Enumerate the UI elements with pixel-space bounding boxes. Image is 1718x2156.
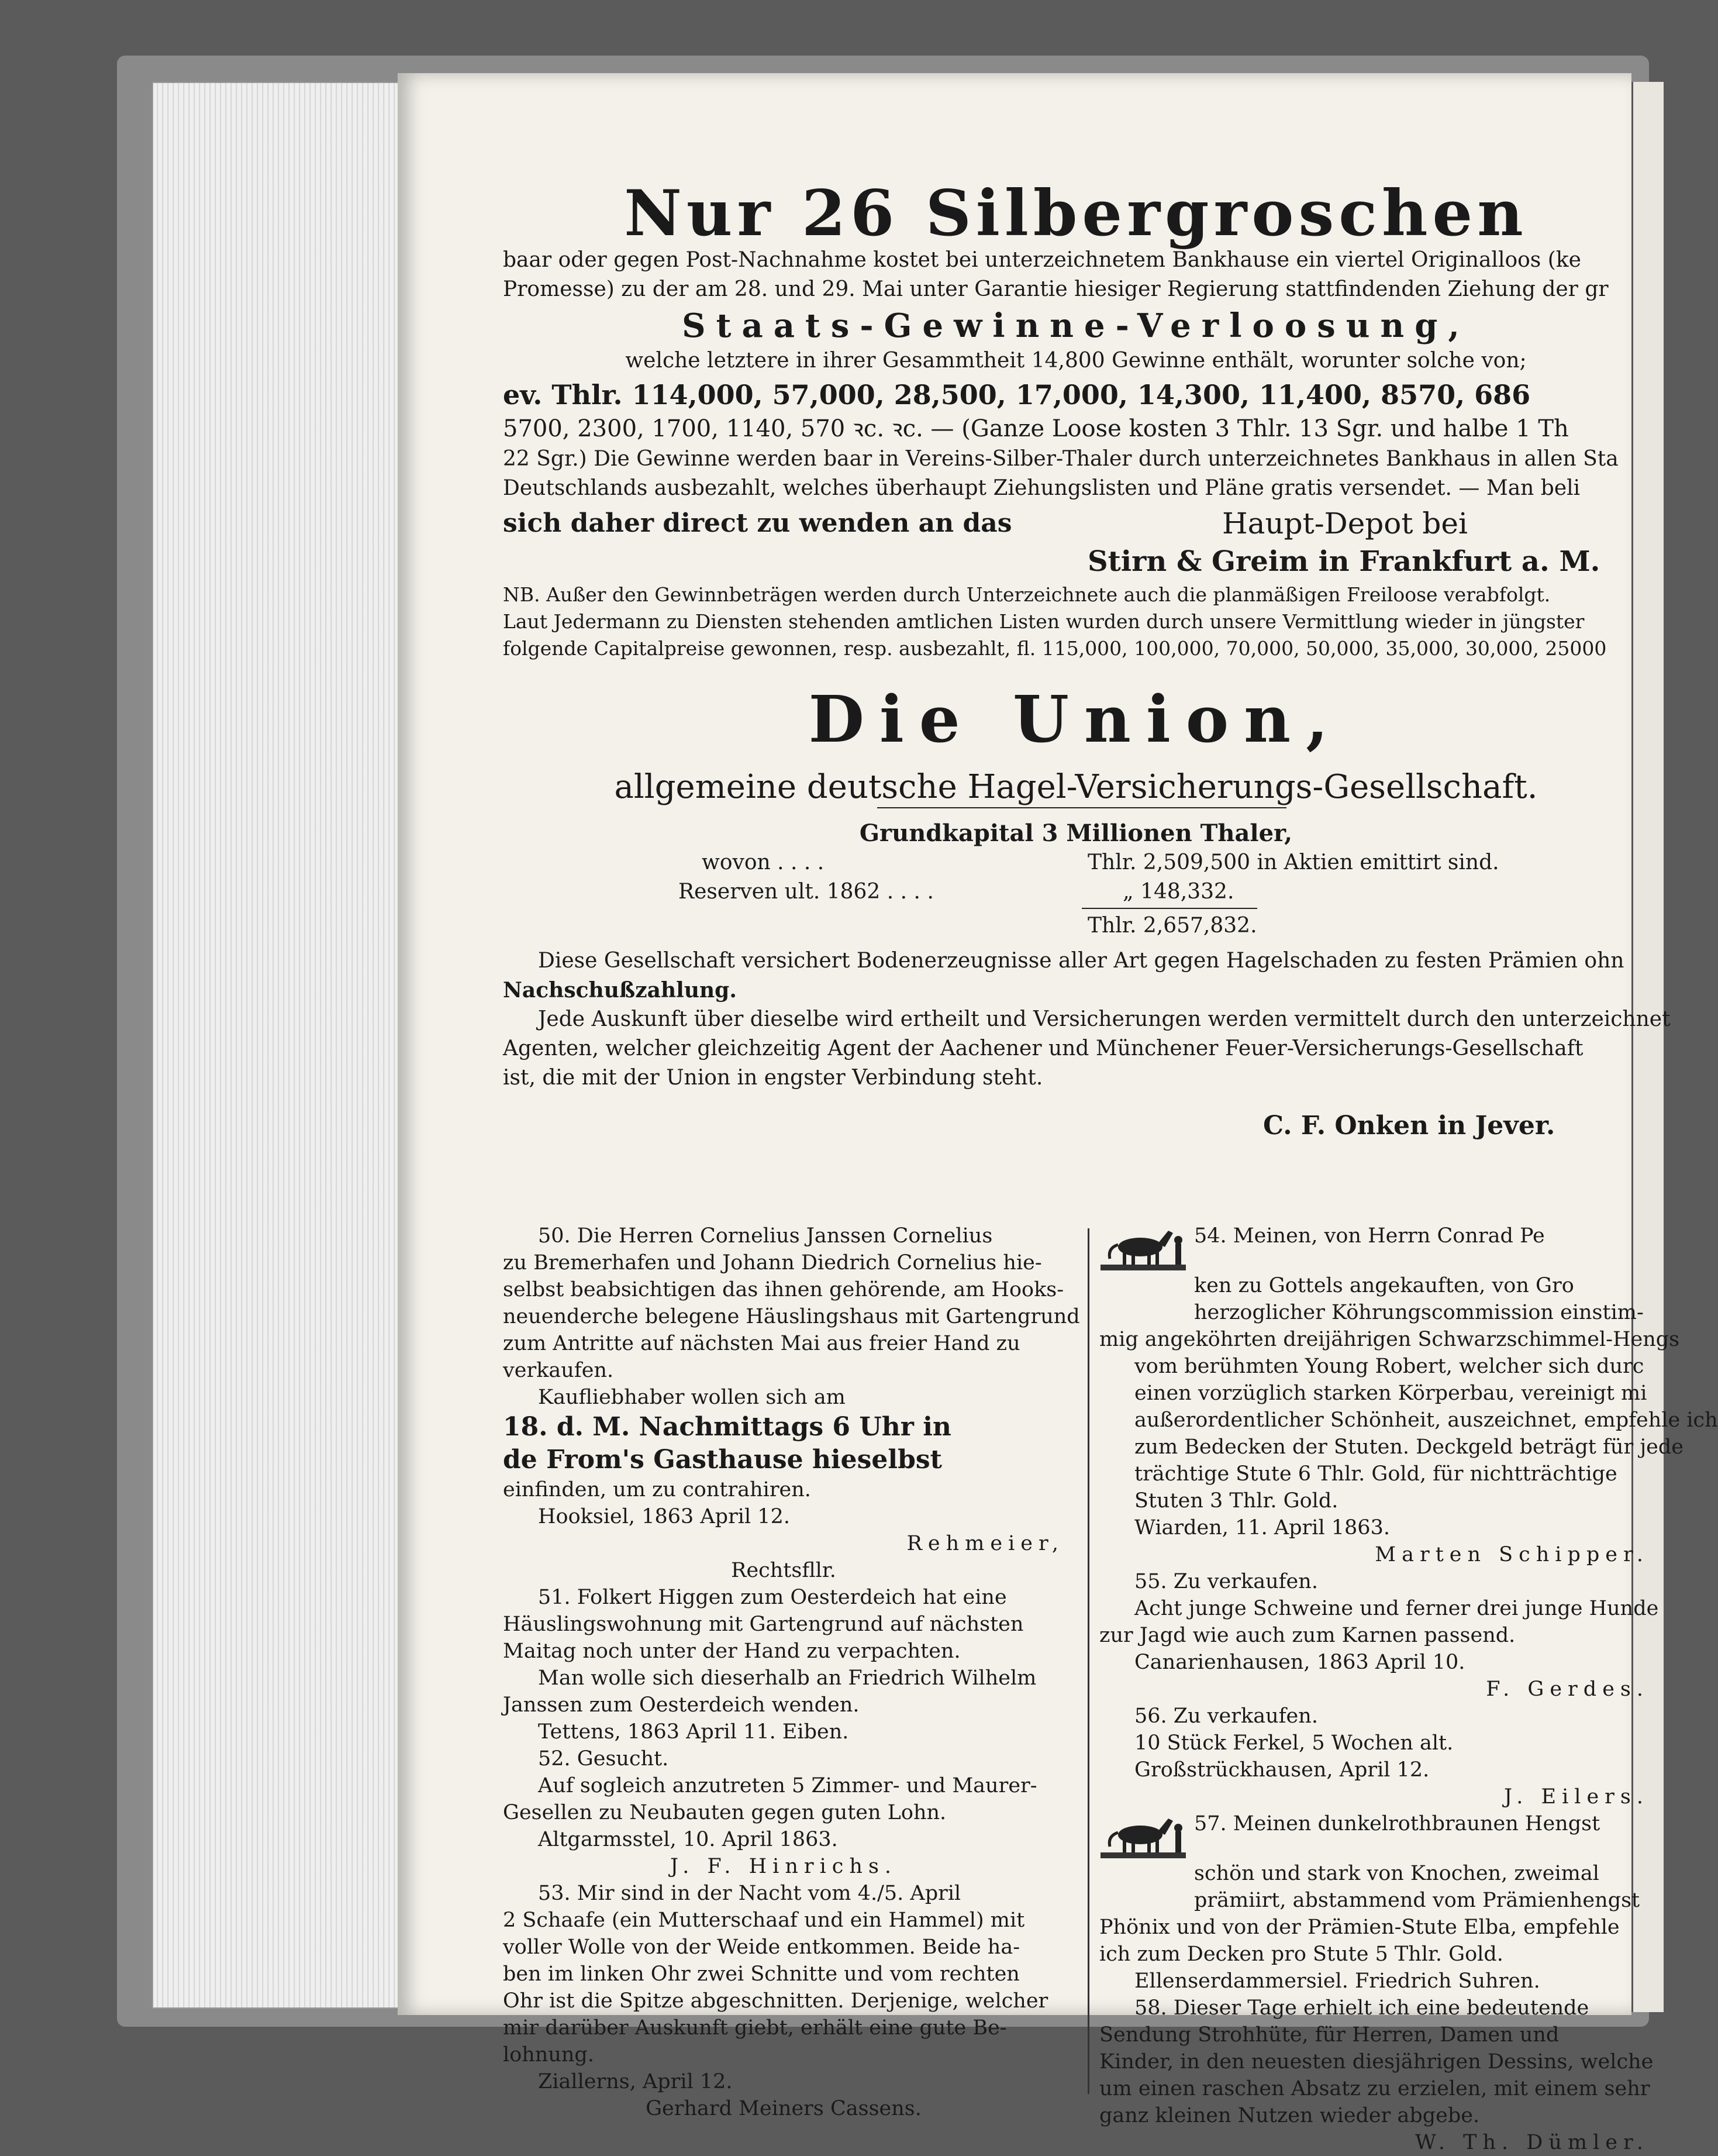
union-rule bbox=[877, 807, 1286, 808]
right-column-line: Phönix und von der Prämien-Stute Elba, empfehle bbox=[1099, 1916, 1620, 1939]
prize-line-1: ev. Thlr. 114,000, 57,000, 28,500, 17,000, 14,300, 11,400, 8570, 686 bbox=[503, 379, 1531, 411]
right-column-line: Ellenserdammersiel. Friedrich Suhren. bbox=[1134, 1969, 1540, 1993]
left-column-line: Häuslingswohnung mit Gartengrund auf nächsten bbox=[503, 1613, 1024, 1636]
left-column-line: Gerhard Meiners Cassens. bbox=[646, 2097, 922, 2120]
body-line-2: Deutschlands ausbezahlt, welches überhaupt Ziehungslisten und Pläne gratis versendet. — Man beli bbox=[503, 476, 1581, 500]
prize-line-2: 5700, 2300, 1700, 1140, 570 ꝛc. ꝛc. — (Ganze Loose kosten 3 Thlr. 13 Sgr. und halbe 1 Th bbox=[503, 415, 1569, 442]
sum-rule bbox=[1082, 908, 1257, 909]
left-column-line: Maitag noch unter der Hand zu verpachten. bbox=[503, 1640, 961, 1663]
left-column-line: ben im linken Ohr zwei Schnitte und vom rechten bbox=[503, 1962, 1020, 1986]
right-column-line: herzoglicher Köhrungscommission einstim- bbox=[1194, 1301, 1644, 1324]
capital-row-1-value: Thlr. 2,509,500 in Aktien emittirt sind. bbox=[1088, 850, 1499, 874]
right-column-line: schön und stark von Knochen, zweimal bbox=[1194, 1862, 1599, 1885]
right-column-line: J. Eilers. bbox=[1503, 1785, 1649, 1809]
union-body-4: Agenten, welcher gleichzeitig Agent der Aachener und Münchener Feuer-Versicherungs-Gesellschaft bbox=[503, 1036, 1584, 1060]
left-column-line: J. F. Hinrichs. bbox=[670, 1855, 898, 1878]
union-body-3: Jede Auskunft über dieselbe wird ertheilt und Versicherungen werden vermittelt durch den unterzeichnet bbox=[538, 1007, 1671, 1031]
left-column-line: zu Bremerhafen und Johann Diedrich Cornelius hie- bbox=[503, 1251, 1042, 1275]
right-column-line: Großstrückhausen, April 12. bbox=[1134, 1758, 1430, 1782]
right-column-line: 58. Dieser Tage erhielt ich eine bedeutende bbox=[1134, 1996, 1589, 2020]
left-column-line: Ohr ist die Spitze abgeschnitten. Derjenige, welcher bbox=[503, 1989, 1048, 2013]
horse-woodcut-icon-1 bbox=[1099, 1222, 1187, 1272]
left-column bbox=[503, 1222, 1080, 2122]
right-column-line: zur Jagd wie auch zum Karnen passend. bbox=[1099, 1624, 1516, 1647]
left-column-line: Gesellen zu Neubauten gegen guten Lohn. bbox=[503, 1801, 947, 1824]
right-column-line: 56. Zu verkaufen. bbox=[1134, 1704, 1318, 1728]
right-column bbox=[1099, 1222, 1718, 2156]
left-column-line: Auf sogleich anzutreten 5 Zimmer- und Maurer- bbox=[538, 1774, 1037, 1797]
left-column-line: voller Wolle von der Weide entkommen. Beide ha- bbox=[503, 1935, 1020, 1959]
union-title: Die Union, bbox=[808, 681, 1344, 757]
column-divider bbox=[1088, 1228, 1089, 2094]
left-column-line: neuenderche belegene Häuslingshaus mit Gartengrund bbox=[503, 1305, 1080, 1328]
left-column-line: Tettens, 1863 April 11. Eiben. bbox=[538, 1720, 849, 1744]
left-column-line: Rechtsfllr. bbox=[731, 1559, 836, 1582]
nb-line-1: NB. Außer den Gewinnbeträgen werden durch Unterzeichnete auch die planmäßigen Freiloose verabfolgt. bbox=[503, 583, 1551, 606]
capital-line: Grundkapital 3 Millionen Thaler, bbox=[859, 819, 1293, 847]
right-column-line: mig angeköhrten dreijährigen Schwarzschimmel-Hengs bbox=[1099, 1328, 1680, 1351]
right-column-line: ganz kleinen Nutzen wieder abgebe. bbox=[1099, 2104, 1480, 2127]
left-column-line: verkaufen. bbox=[503, 1359, 614, 1382]
direct-line: sich daher direct zu wenden an das bbox=[503, 508, 1012, 538]
left-column-line: zum Antritte auf nächsten Mai aus freier Hand zu bbox=[503, 1332, 1020, 1355]
right-column-line: Kinder, in den neuesten diesjährigen Dessins, welche bbox=[1099, 2050, 1654, 2074]
right-column-line bbox=[1099, 1222, 1649, 1272]
left-column-line: Ziallerns, April 12. bbox=[538, 2070, 733, 2093]
union-subtitle: allgemeine deutsche Hagel-Versicherungs-Gesellschaft. bbox=[614, 768, 1538, 806]
right-column-line: prämiirt, abstammend vom Prämienhengst bbox=[1194, 1889, 1640, 1912]
right-column-line: Marten Schipper. bbox=[1375, 1543, 1649, 1566]
right-column-line: Acht junge Schweine und ferner drei junge Hunde bbox=[1134, 1597, 1659, 1620]
right-column-line: um einen raschen Absatz zu erzielen, mit einem sehr bbox=[1099, 2077, 1650, 2100]
right-column-line: Canarienhausen, 1863 April 10. bbox=[1134, 1651, 1465, 1674]
right-column-line: F. Gerdes. bbox=[1486, 1678, 1649, 1701]
firm-line: Stirn & Greim in Frankfurt a. M. bbox=[1088, 545, 1600, 578]
right-column-line: ken zu Gottels angekauften, von Gro bbox=[1194, 1274, 1574, 1297]
lottery-title: Staats-Gewinne-Verloosung, bbox=[682, 306, 1470, 345]
left-column-line: 53. Mir sind in der Nacht vom 4./5. April bbox=[538, 1882, 961, 1905]
left-column-line: 51. Folkert Higgen zum Oesterdeich hat eine bbox=[538, 1586, 1007, 1609]
capital-row-2-label: Reserven ult. 1862 . . . . bbox=[678, 880, 934, 904]
right-column-line: außerordentlicher Schönheit, auszeichnet, empfehle ich bbox=[1134, 1408, 1718, 1432]
left-column-line: lohnung. bbox=[503, 2043, 594, 2067]
right-column-line: vom berühmten Young Robert, welcher sich durc bbox=[1134, 1355, 1644, 1378]
right-column-line: ich zum Decken pro Stute 5 Thlr. Gold. bbox=[1099, 1943, 1503, 1966]
right-column-line bbox=[1099, 1810, 1649, 1860]
capital-row-2-value: „ 148,332. bbox=[1123, 880, 1234, 904]
body-line-1: 22 Sgr.) Die Gewinne werden baar in Vereins-Silber-Thaler durch unterzeichnetes Bankhaus in allen Sta bbox=[503, 447, 1619, 471]
depot-title: Haupt-Depot bei bbox=[1222, 507, 1468, 540]
nb-line-2: Laut Jedermann zu Diensten stehenden amtlichen Listen wurden durch unsere Vermittlung wieder in jüngster bbox=[503, 610, 1585, 633]
right-column-line: Sendung Strohhüte, für Herren, Damen und bbox=[1099, 2023, 1560, 2047]
capital-total: Thlr. 2,657,832. bbox=[1088, 914, 1257, 938]
left-column-line: 2 Schaafe (ein Mutterschaaf und ein Hammel) mit bbox=[503, 1909, 1025, 1932]
right-column-line: zum Bedecken der Stuten. Deckgeld beträgt für jede bbox=[1134, 1435, 1684, 1459]
right-column-line: Stuten 3 Thlr. Gold. bbox=[1134, 1489, 1338, 1513]
left-column-line: Kaufliebhaber wollen sich am bbox=[538, 1386, 846, 1409]
right-column-line: einen vorzüglich starken Körperbau, vereinigt mi bbox=[1134, 1382, 1647, 1405]
ad-text: 57. Meinen dunkelrothbraunen Hengst bbox=[1194, 1812, 1600, 1835]
left-column-line: Altgarmsstel, 10. April 1863. bbox=[538, 1828, 838, 1851]
intro-line-1: baar oder gegen Post-Nachnahme kostet bei unterzeichnetem Bankhause ein viertel Originalloos (ke bbox=[503, 248, 1581, 272]
intro-line-2: Promesse) zu der am 28. und 29. Mai unter Garantie hiesiger Regierung stattfindenden Ziehung der gr bbox=[503, 277, 1609, 301]
right-column-line: W. Th. Dümler. bbox=[1415, 2131, 1649, 2154]
capital-row-1-label: wovon . . . . bbox=[702, 850, 824, 874]
nb-line-3: folgende Capitalpreise gewonnen, resp. ausbezahlt, fl. 115,000, 100,000, 70,000, 50,000, 35,000, 30,000, 25000 bbox=[503, 637, 1607, 660]
page-stack-edge bbox=[152, 82, 400, 2009]
left-column-line: Rehmeier, bbox=[906, 1532, 1064, 1555]
left-column-line: einfinden, um zu contrahiren. bbox=[503, 1478, 811, 1501]
left-column-line: 52. Gesucht. bbox=[538, 1747, 669, 1771]
right-column-line: trächtige Stute 6 Thlr. Gold, für nichtträchtige bbox=[1134, 1462, 1617, 1486]
left-column-line: selbst beabsichtigen das ihnen gehörende, am Hooks- bbox=[503, 1278, 1064, 1301]
union-body-1: Diese Gesellschaft versichert Bodenerzeugnisse aller Art gegen Hagelschaden zu festen Prämien ohn bbox=[538, 949, 1624, 973]
right-column-line: 10 Stück Ferkel, 5 Wochen alt. bbox=[1134, 1731, 1454, 1755]
union-body-5: ist, die mit der Union in engster Verbindung steht. bbox=[503, 1066, 1043, 1090]
left-column-line: 50. Die Herren Cornelius Janssen Cornelius bbox=[538, 1224, 993, 1248]
left-column-line: Man wolle sich dieserhalb an Friedrich Wilhelm bbox=[538, 1666, 1037, 1690]
page-content bbox=[503, 175, 1718, 2154]
horse-woodcut-icon-2 bbox=[1099, 1810, 1187, 1860]
lottery-line: welche letztere in ihrer Gesammtheit 14,800 Gewinne enthält, worunter solche von; bbox=[625, 349, 1527, 373]
left-column-line: Hooksiel, 1863 April 12. bbox=[538, 1505, 790, 1528]
left-column-line: mir darüber Auskunft giebt, erhält eine gute Be- bbox=[503, 2016, 1007, 2040]
left-column-line: Janssen zum Oesterdeich wenden. bbox=[503, 1693, 860, 1717]
right-column-line: 55. Zu verkaufen. bbox=[1134, 1570, 1318, 1593]
ad-text: 54. Meinen, von Herrn Conrad Pe bbox=[1194, 1224, 1545, 1248]
agent-name: C. F. Onken in Jever. bbox=[1263, 1111, 1555, 1141]
left-column-line: de From's Gasthause hieselbst bbox=[503, 1445, 942, 1475]
right-column-line: Wiarden, 11. April 1863. bbox=[1134, 1516, 1390, 1539]
union-body-2: Nachschußzahlung. bbox=[503, 978, 737, 1003]
left-column-line: 18. d. M. Nachmittags 6 Uhr in bbox=[503, 1412, 951, 1442]
headline: Nur 26 Silbergroschen bbox=[624, 177, 1528, 250]
